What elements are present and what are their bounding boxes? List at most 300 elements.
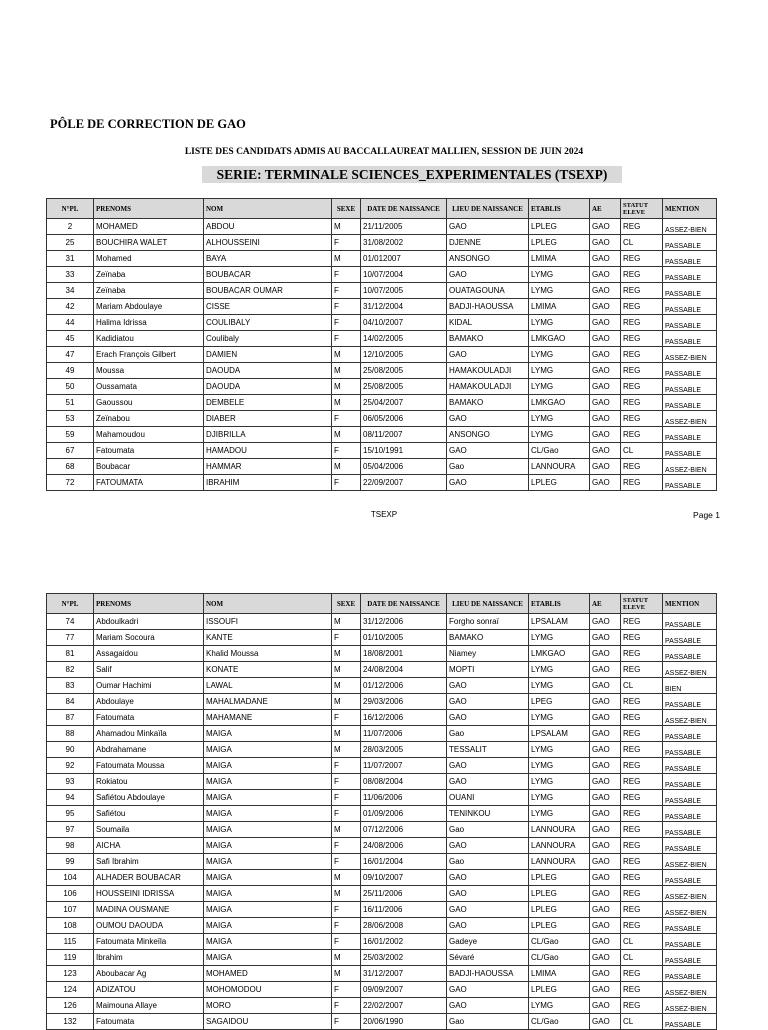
cell-etablis: LPLEG (529, 902, 590, 918)
cell-prenoms: OUMOU DAOUDA (94, 918, 204, 934)
cell-date: 07/12/2006 (361, 822, 447, 838)
cell-nom: ALHOUSSEINI (204, 235, 332, 251)
cell-sexe: F (332, 758, 361, 774)
cell-sexe: M (332, 886, 361, 902)
cell-statut: CL (621, 443, 663, 459)
cell-etablis: CL/Gao (529, 950, 590, 966)
table-row (47, 331, 717, 347)
cell-prenoms: Mariam Abdoulaye (94, 299, 204, 315)
cell-npl: 132 (47, 1014, 94, 1030)
cell-etablis: LMKGAO (529, 646, 590, 662)
cell-lieu: MOPTI (447, 662, 529, 678)
cell-sexe: F (332, 1014, 361, 1030)
cell-etablis: LYMG (529, 411, 590, 427)
cell-npl: 123 (47, 966, 94, 982)
table-row (47, 283, 717, 299)
cell-mention: ASSEZ-BIEN (663, 710, 717, 726)
cell-npl: 50 (47, 379, 94, 395)
cell-sexe: M (332, 459, 361, 475)
table-row (47, 251, 717, 267)
cell-statut: REG (621, 459, 663, 475)
cell-ae: GAO (590, 838, 621, 854)
cell-sexe: F (332, 902, 361, 918)
table-row (47, 347, 717, 363)
cell-prenoms: Maimouna Allaye (94, 998, 204, 1014)
cell-etablis: LMIMA (529, 966, 590, 982)
cell-mention: PASSABLE (663, 934, 717, 950)
cell-prenoms: Fatoumata Minkeïla (94, 934, 204, 950)
cell-nom: MAIGA (204, 950, 332, 966)
cell-sexe: F (332, 475, 361, 491)
cell-date: 01/10/2005 (361, 630, 447, 646)
cell-lieu: TESSALIT (447, 742, 529, 758)
cell-prenoms: Oumar Hachimi (94, 678, 204, 694)
cell-nom: SAGAIDOU (204, 1014, 332, 1030)
col-header-date: DATE DE NAISSANCE (361, 199, 447, 219)
cell-lieu: HAMAKOULADJI (447, 379, 529, 395)
cell-nom: LAWAL (204, 678, 332, 694)
cell-ae: GAO (590, 662, 621, 678)
cell-sexe: F (332, 934, 361, 950)
cell-prenoms: Mariam Socoura (94, 630, 204, 646)
cell-date: 21/11/2005 (361, 219, 447, 235)
cell-date: 14/02/2005 (361, 331, 447, 347)
cell-prenoms: Soumaila (94, 822, 204, 838)
cell-npl: 126 (47, 998, 94, 1014)
cell-npl: 107 (47, 902, 94, 918)
cell-lieu: ANSONGO (447, 251, 529, 267)
cell-sexe: M (332, 219, 361, 235)
cell-etablis: LYMG (529, 774, 590, 790)
cell-sexe: M (332, 678, 361, 694)
table-row (47, 838, 717, 854)
cell-npl: 34 (47, 283, 94, 299)
cell-npl: 124 (47, 982, 94, 998)
cell-prenoms: Abdrahamane (94, 742, 204, 758)
cell-ae: GAO (590, 315, 621, 331)
cell-date: 15/10/1991 (361, 443, 447, 459)
cell-mention: PASSABLE (663, 870, 717, 886)
cell-sexe: M (332, 251, 361, 267)
cell-lieu: GAO (447, 998, 529, 1014)
cell-date: 16/01/2002 (361, 934, 447, 950)
cell-etablis: LYMG (529, 742, 590, 758)
cell-mention: PASSABLE (663, 331, 717, 347)
cell-ae: GAO (590, 299, 621, 315)
cell-prenoms: Abdoulaye (94, 694, 204, 710)
cell-npl: 31 (47, 251, 94, 267)
cell-nom: Khalid Moussa (204, 646, 332, 662)
serie-title: SERIE: TERMINALE SCIENCES_EXPERIMENTALES (TSEXP) (202, 166, 622, 183)
cell-prenoms: Oussamata (94, 379, 204, 395)
col-header-lieu: LIEU DE NAISSANCE (447, 594, 529, 614)
cell-date: 16/01/2004 (361, 854, 447, 870)
cell-lieu: GAO (447, 774, 529, 790)
cell-etablis: LMKGAO (529, 395, 590, 411)
cell-date: 25/11/2006 (361, 886, 447, 902)
cell-prenoms: Safi Ibrahim (94, 854, 204, 870)
cell-prenoms: MOHAMED (94, 219, 204, 235)
cell-etablis: LYMG (529, 710, 590, 726)
col-header-prenoms: PRENOMS (94, 199, 204, 219)
cell-mention: ASSEZ-BIEN (663, 459, 717, 475)
cell-lieu: OUATAGOUNA (447, 283, 529, 299)
cell-etablis: LPLEG (529, 475, 590, 491)
cell-date: 22/09/2007 (361, 475, 447, 491)
cell-etablis: LPLEG (529, 982, 590, 998)
cell-prenoms: Boubacar (94, 459, 204, 475)
cell-npl: 59 (47, 427, 94, 443)
cell-npl: 104 (47, 870, 94, 886)
cell-nom: MAIGA (204, 822, 332, 838)
cell-nom: MAIGA (204, 806, 332, 822)
candidates-table-1 (46, 198, 717, 491)
cell-statut: REG (621, 283, 663, 299)
cell-ae: GAO (590, 870, 621, 886)
cell-date: 22/02/2007 (361, 998, 447, 1014)
cell-date: 25/04/2007 (361, 395, 447, 411)
cell-nom: ABDOU (204, 219, 332, 235)
cell-mention: PASSABLE (663, 694, 717, 710)
cell-ae: GAO (590, 411, 621, 427)
cell-date: 11/07/2007 (361, 758, 447, 774)
cell-mention: PASSABLE (663, 251, 717, 267)
cell-statut: REG (621, 742, 663, 758)
cell-npl: 47 (47, 347, 94, 363)
cell-sexe: M (332, 870, 361, 886)
cell-lieu: GAO (447, 710, 529, 726)
cell-sexe: F (332, 838, 361, 854)
cell-prenoms: Mohamed (94, 251, 204, 267)
col-header-statut: STATUT ELEVE (621, 594, 663, 614)
cell-statut: CL (621, 934, 663, 950)
cell-mention: PASSABLE (663, 822, 717, 838)
table-body-1 (47, 219, 717, 491)
cell-ae: GAO (590, 902, 621, 918)
cell-statut: REG (621, 395, 663, 411)
cell-ae: GAO (590, 726, 621, 742)
col-header-ae: AE (590, 594, 621, 614)
table-row (47, 870, 717, 886)
cell-etablis: LYMG (529, 283, 590, 299)
table-row (47, 934, 717, 950)
table-row (47, 614, 717, 630)
cell-nom: MAIGA (204, 726, 332, 742)
cell-npl: 53 (47, 411, 94, 427)
cell-date: 04/10/2007 (361, 315, 447, 331)
cell-npl: 82 (47, 662, 94, 678)
cell-npl: 49 (47, 363, 94, 379)
cell-statut: REG (621, 614, 663, 630)
cell-sexe: M (332, 646, 361, 662)
cell-nom: IBRAHIM (204, 475, 332, 491)
cell-lieu: KIDAL (447, 315, 529, 331)
cell-sexe: M (332, 966, 361, 982)
cell-sexe: F (332, 998, 361, 1014)
cell-ae: GAO (590, 982, 621, 998)
cell-date: 05/04/2006 (361, 459, 447, 475)
cell-prenoms: Halima Idrissa (94, 315, 204, 331)
cell-date: 24/08/2004 (361, 662, 447, 678)
cell-sexe: F (332, 790, 361, 806)
table-row (47, 694, 717, 710)
cell-lieu: GAO (447, 838, 529, 854)
cell-ae: GAO (590, 331, 621, 347)
cell-nom: MAIGA (204, 934, 332, 950)
cell-mention: PASSABLE (663, 1014, 717, 1030)
cell-date: 25/08/2005 (361, 363, 447, 379)
cell-statut: REG (621, 315, 663, 331)
cell-date: 29/03/2006 (361, 694, 447, 710)
table-header-row (47, 594, 717, 614)
table-row (47, 902, 717, 918)
cell-statut: REG (621, 838, 663, 854)
cell-statut: REG (621, 219, 663, 235)
cell-lieu: GAO (447, 347, 529, 363)
cell-mention: PASSABLE (663, 726, 717, 742)
cell-statut: CL (621, 950, 663, 966)
cell-prenoms: Zeïnaba (94, 283, 204, 299)
cell-lieu: Gao (447, 726, 529, 742)
cell-etablis: LYMG (529, 379, 590, 395)
cell-prenoms: Erach François Gilbert (94, 347, 204, 363)
cell-lieu: GAO (447, 219, 529, 235)
cell-sexe: F (332, 411, 361, 427)
cell-etablis: LPSALAM (529, 726, 590, 742)
cell-nom: MAIGA (204, 886, 332, 902)
cell-lieu: OUANI (447, 790, 529, 806)
cell-mention: ASSEZ-BIEN (663, 854, 717, 870)
cell-ae: GAO (590, 1014, 621, 1030)
cell-npl: 93 (47, 774, 94, 790)
cell-etablis: LYMG (529, 630, 590, 646)
table-row (47, 886, 717, 902)
cell-date: 31/12/2006 (361, 614, 447, 630)
cell-etablis: LMIMA (529, 251, 590, 267)
cell-statut: REG (621, 267, 663, 283)
cell-mention: PASSABLE (663, 742, 717, 758)
cell-mention: PASSABLE (663, 630, 717, 646)
cell-nom: MORO (204, 998, 332, 1014)
cell-statut: REG (621, 854, 663, 870)
cell-npl: 25 (47, 235, 94, 251)
col-header-statut: STATUT ELEVE (621, 199, 663, 219)
cell-ae: GAO (590, 347, 621, 363)
cell-nom: MAHALMADANE (204, 694, 332, 710)
cell-sexe: M (332, 427, 361, 443)
table-row (47, 475, 717, 491)
col-header-mention: MENTION (663, 199, 717, 219)
cell-mention: PASSABLE (663, 235, 717, 251)
cell-etablis: LYMG (529, 267, 590, 283)
cell-sexe: F (332, 443, 361, 459)
cell-nom: KONATE (204, 662, 332, 678)
cell-lieu: BAMAKO (447, 331, 529, 347)
cell-npl: 2 (47, 219, 94, 235)
cell-sexe: M (332, 822, 361, 838)
cell-lieu: Gao (447, 822, 529, 838)
cell-ae: GAO (590, 646, 621, 662)
cell-npl: 119 (47, 950, 94, 966)
cell-statut: REG (621, 427, 663, 443)
cell-npl: 98 (47, 838, 94, 854)
cell-lieu: GAO (447, 886, 529, 902)
cell-prenoms: Safiétou Abdoulaye (94, 790, 204, 806)
cell-lieu: GAO (447, 443, 529, 459)
table-row (47, 790, 717, 806)
cell-statut: CL (621, 678, 663, 694)
cell-ae: GAO (590, 219, 621, 235)
table-row (47, 235, 717, 251)
cell-nom: MAIGA (204, 742, 332, 758)
cell-lieu: GAO (447, 902, 529, 918)
cell-statut: REG (621, 646, 663, 662)
col-header-prenoms: PRENOMS (94, 594, 204, 614)
cell-statut: REG (621, 251, 663, 267)
table-row (47, 459, 717, 475)
col-header-mention: MENTION (663, 594, 717, 614)
cell-lieu: GAO (447, 694, 529, 710)
cell-npl: 83 (47, 678, 94, 694)
cell-ae: GAO (590, 283, 621, 299)
cell-etablis: LANNOURA (529, 459, 590, 475)
cell-prenoms: AICHA (94, 838, 204, 854)
cell-statut: REG (621, 886, 663, 902)
table-row (47, 774, 717, 790)
cell-nom: MAIGA (204, 902, 332, 918)
cell-date: 01/012007 (361, 251, 447, 267)
cell-npl: 68 (47, 459, 94, 475)
cell-prenoms: Abdoulkadri (94, 614, 204, 630)
cell-npl: 84 (47, 694, 94, 710)
cell-nom: MAIGA (204, 790, 332, 806)
cell-etablis: LYMG (529, 790, 590, 806)
cell-mention: ASSEZ-BIEN (663, 662, 717, 678)
cell-ae: GAO (590, 379, 621, 395)
cell-prenoms: ADIZATOU (94, 982, 204, 998)
cell-date: 06/05/2006 (361, 411, 447, 427)
table-row (47, 411, 717, 427)
cell-prenoms: Fatoumata Moussa (94, 758, 204, 774)
cell-etablis: LMIMA (529, 299, 590, 315)
cell-mention: PASSABLE (663, 614, 717, 630)
cell-prenoms: Assagaidou (94, 646, 204, 662)
cell-prenoms: BOUCHIRA WALET (94, 235, 204, 251)
cell-lieu: GAO (447, 678, 529, 694)
cell-lieu: GAO (447, 267, 529, 283)
cell-statut: REG (621, 710, 663, 726)
col-header-sexe: SEXE (332, 199, 361, 219)
cell-nom: KANTE (204, 630, 332, 646)
cell-npl: 87 (47, 710, 94, 726)
cell-ae: GAO (590, 694, 621, 710)
table-row (47, 742, 717, 758)
cell-mention: ASSEZ-BIEN (663, 982, 717, 998)
cell-etablis: LPLEG (529, 219, 590, 235)
cell-mention: PASSABLE (663, 838, 717, 854)
cell-nom: Coulibaly (204, 331, 332, 347)
cell-npl: 72 (47, 475, 94, 491)
cell-statut: REG (621, 982, 663, 998)
cell-statut: REG (621, 411, 663, 427)
table-row (47, 443, 717, 459)
cell-date: 10/07/2005 (361, 283, 447, 299)
col-header-etablis: ETABLIS (529, 594, 590, 614)
cell-etablis: LPLEG (529, 235, 590, 251)
cell-nom: MAIGA (204, 870, 332, 886)
cell-statut: REG (621, 347, 663, 363)
cell-date: 28/06/2008 (361, 918, 447, 934)
cell-etablis: LPLEG (529, 870, 590, 886)
cell-ae: GAO (590, 459, 621, 475)
table-row (47, 854, 717, 870)
cell-etablis: LYMG (529, 758, 590, 774)
candidates-table-2 (46, 593, 717, 1030)
cell-sexe: M (332, 347, 361, 363)
cell-prenoms: Kadidiatou (94, 331, 204, 347)
cell-prenoms: MADINA OUSMANE (94, 902, 204, 918)
cell-etablis: LYMG (529, 427, 590, 443)
table-row (47, 379, 717, 395)
cell-lieu: GAO (447, 411, 529, 427)
cell-prenoms: Aboubacar Ag (94, 966, 204, 982)
cell-mention: PASSABLE (663, 299, 717, 315)
cell-lieu: Gao (447, 854, 529, 870)
cell-statut: REG (621, 331, 663, 347)
table-row (47, 950, 717, 966)
cell-sexe: F (332, 283, 361, 299)
cell-mention: PASSABLE (663, 315, 717, 331)
cell-date: 16/11/2006 (361, 902, 447, 918)
cell-prenoms: ALHADER BOUBACAR (94, 870, 204, 886)
table-row (47, 662, 717, 678)
cell-lieu: DJENNE (447, 235, 529, 251)
cell-statut: CL (621, 1014, 663, 1030)
col-header-ae: AE (590, 199, 621, 219)
cell-lieu: Gao (447, 1014, 529, 1030)
cell-date: 08/08/2004 (361, 774, 447, 790)
cell-mention: ASSEZ-BIEN (663, 347, 717, 363)
table-row (47, 982, 717, 998)
cell-statut: REG (621, 726, 663, 742)
cell-lieu: BADJI-HAOUSSA (447, 966, 529, 982)
cell-sexe: M (332, 395, 361, 411)
cell-mention: PASSABLE (663, 267, 717, 283)
cell-mention: PASSABLE (663, 758, 717, 774)
cell-mention: PASSABLE (663, 790, 717, 806)
cell-nom: CISSE (204, 299, 332, 315)
cell-ae: GAO (590, 630, 621, 646)
list-title: LISTE DES CANDIDATS ADMIS AU BACCALLAUREAT MALLIEN, SESSION DE JUIN 2024 (184, 147, 584, 157)
cell-mention: PASSABLE (663, 774, 717, 790)
cell-lieu: GAO (447, 870, 529, 886)
cell-sexe: M (332, 614, 361, 630)
cell-etablis: LANNOURA (529, 838, 590, 854)
cell-mention: PASSABLE (663, 646, 717, 662)
cell-ae: GAO (590, 235, 621, 251)
table-row (47, 363, 717, 379)
table-row (47, 822, 717, 838)
cell-nom: MAIGA (204, 854, 332, 870)
cell-ae: GAO (590, 966, 621, 982)
cell-npl: 90 (47, 742, 94, 758)
col-header-nom: NOM (204, 594, 332, 614)
cell-nom: DAOUDA (204, 379, 332, 395)
cell-etablis: LYMG (529, 363, 590, 379)
table-row (47, 646, 717, 662)
cell-mention: PASSABLE (663, 395, 717, 411)
cell-prenoms: Salif (94, 662, 204, 678)
